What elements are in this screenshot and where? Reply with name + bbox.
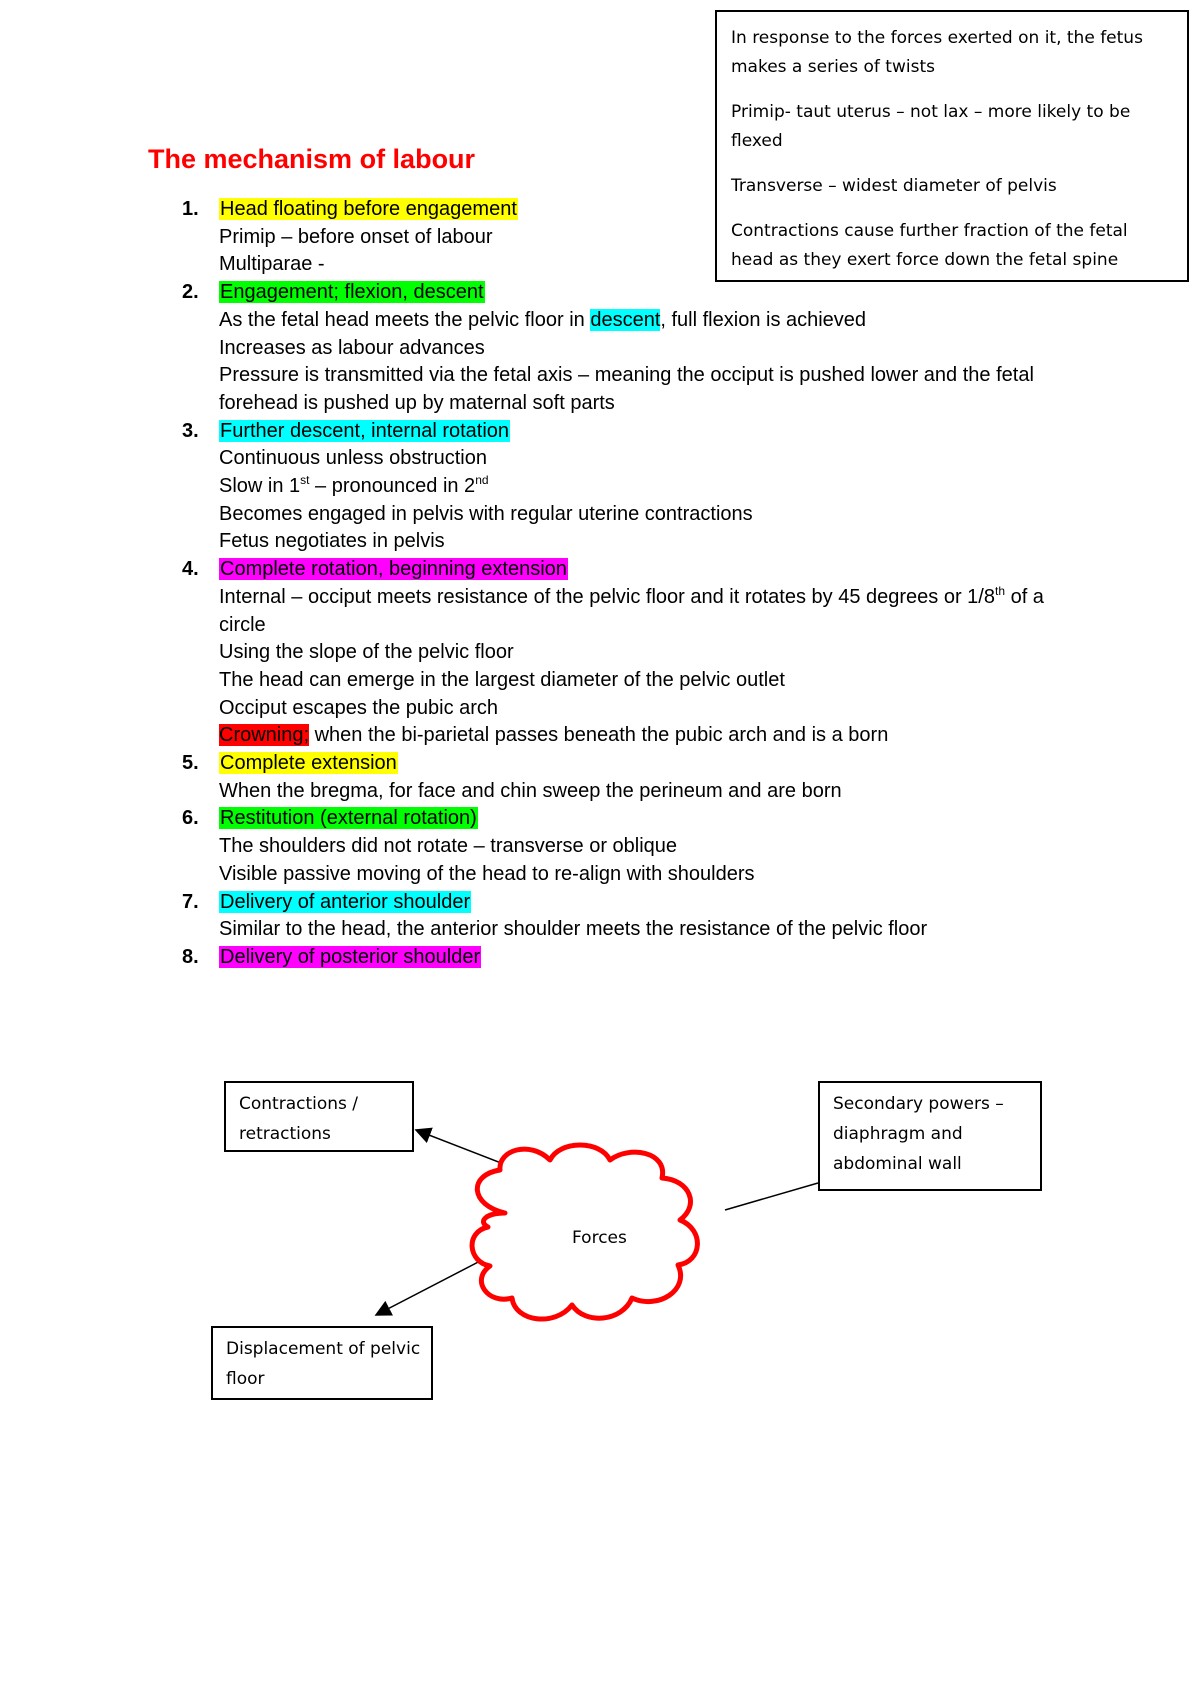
- step-number: 6.: [182, 807, 199, 830]
- step-heading-text: Delivery of anterior shoulder: [220, 890, 471, 913]
- step-detail: Visible passive moving of the head to re-align with shoulders: [219, 862, 755, 885]
- step-number: 3.: [182, 419, 199, 442]
- contractions-box: [224, 1081, 414, 1152]
- step-heading-text: Restitution (external rotation): [220, 807, 477, 830]
- superscript: nd: [475, 473, 489, 488]
- step-detail: Using the slope of the pelvic floor: [219, 641, 514, 664]
- detail-text: – pronounced in 2: [309, 475, 476, 498]
- contractions-label: Contractions / retractions: [239, 1094, 359, 1144]
- step-heading-text: Head floating before engagement: [220, 198, 517, 220]
- page-title: The mechanism of labour: [148, 144, 476, 174]
- detail-text: of a circle: [219, 585, 1044, 636]
- step-number: 5.: [182, 752, 199, 775]
- superscript: st: [300, 473, 310, 488]
- step-detail: Becomes engaged in pelvis with regular uterine contractions: [219, 502, 753, 525]
- step-number: 7.: [182, 890, 199, 913]
- note-paragraph: In response to the forces exerted on it, the fetus makes a series of twists: [731, 28, 1143, 77]
- detail-text: As the fetal head meets the pelvic floor in: [219, 308, 591, 331]
- detail-text: Slow in 1: [219, 475, 301, 498]
- superscript: th: [995, 583, 1006, 598]
- note-paragraph: Primip- taut uterus – not lax – more likely to be flexed: [731, 102, 1131, 151]
- note-paragraph: Transverse – widest diameter of pelvis: [731, 176, 1057, 196]
- step-detail: Occiput escapes the pubic arch: [219, 696, 499, 719]
- step-number: 8.: [182, 945, 199, 968]
- arrow-to-displacement: [376, 1258, 486, 1315]
- step-detail: The shoulders did not rotate – transverse or oblique: [219, 835, 678, 858]
- step-number: 1.: [182, 198, 199, 220]
- step-heading-text: Complete extension: [220, 752, 397, 775]
- secondary-powers-box: [818, 1081, 1042, 1191]
- step-detail: When the bregma, for face and chin sweep the perineum and are born: [219, 779, 842, 802]
- displacement-label: Displacement of pelvic floor: [226, 1339, 421, 1389]
- displacement-box: [211, 1326, 433, 1400]
- step-heading-text: Delivery of posterior shoulder: [220, 945, 481, 968]
- secondary-powers-label: Secondary powers – diaphragm and abdominal wall: [833, 1094, 1004, 1174]
- step-heading-text: Engagement; flexion, descent: [220, 281, 484, 304]
- step-detail: Continuous unless obstruction: [219, 447, 487, 470]
- detail-text: , full flexion is achieved: [660, 308, 867, 331]
- connector-secondary: [725, 1183, 818, 1210]
- detail-text: Internal – occiput meets resistance of the pelvic floor and it rotates by 45 degrees or 1/8: [219, 585, 995, 608]
- highlight-crowning: Crowning;: [219, 724, 310, 747]
- step-detail: Pressure is transmitted via the fetal axis – meaning the occiput is pushed lower and the fetal forehead is pushed up by maternal soft parts: [219, 364, 1034, 414]
- step-detail: Similar to the head, the anterior shoulder meets the resistance of the pelvic floor: [219, 918, 928, 941]
- note-paragraph: Contractions cause further fraction of the fetal head as they exert force down the fetal spine: [731, 221, 1128, 270]
- highlight-descent: descent: [590, 308, 661, 331]
- step-heading-text: Further descent, internal rotation: [220, 419, 510, 442]
- step-detail: Multiparae -: [219, 253, 325, 276]
- step-detail: The head can emerge in the largest diameter of the pelvic outlet: [219, 668, 785, 691]
- forces-label: Forces: [572, 1228, 627, 1248]
- step-detail: Increases as labour advances: [219, 336, 485, 359]
- detail-text: when the bi-parietal passes beneath the pubic arch and is a born: [309, 724, 889, 747]
- step-detail: Primip – before onset of labour: [219, 225, 493, 248]
- step-heading-text: Complete rotation, beginning extension: [220, 558, 567, 581]
- step-detail: Fetus negotiates in pelvis: [219, 530, 445, 553]
- step-number: 2.: [182, 281, 199, 304]
- step-number: 4.: [182, 558, 199, 581]
